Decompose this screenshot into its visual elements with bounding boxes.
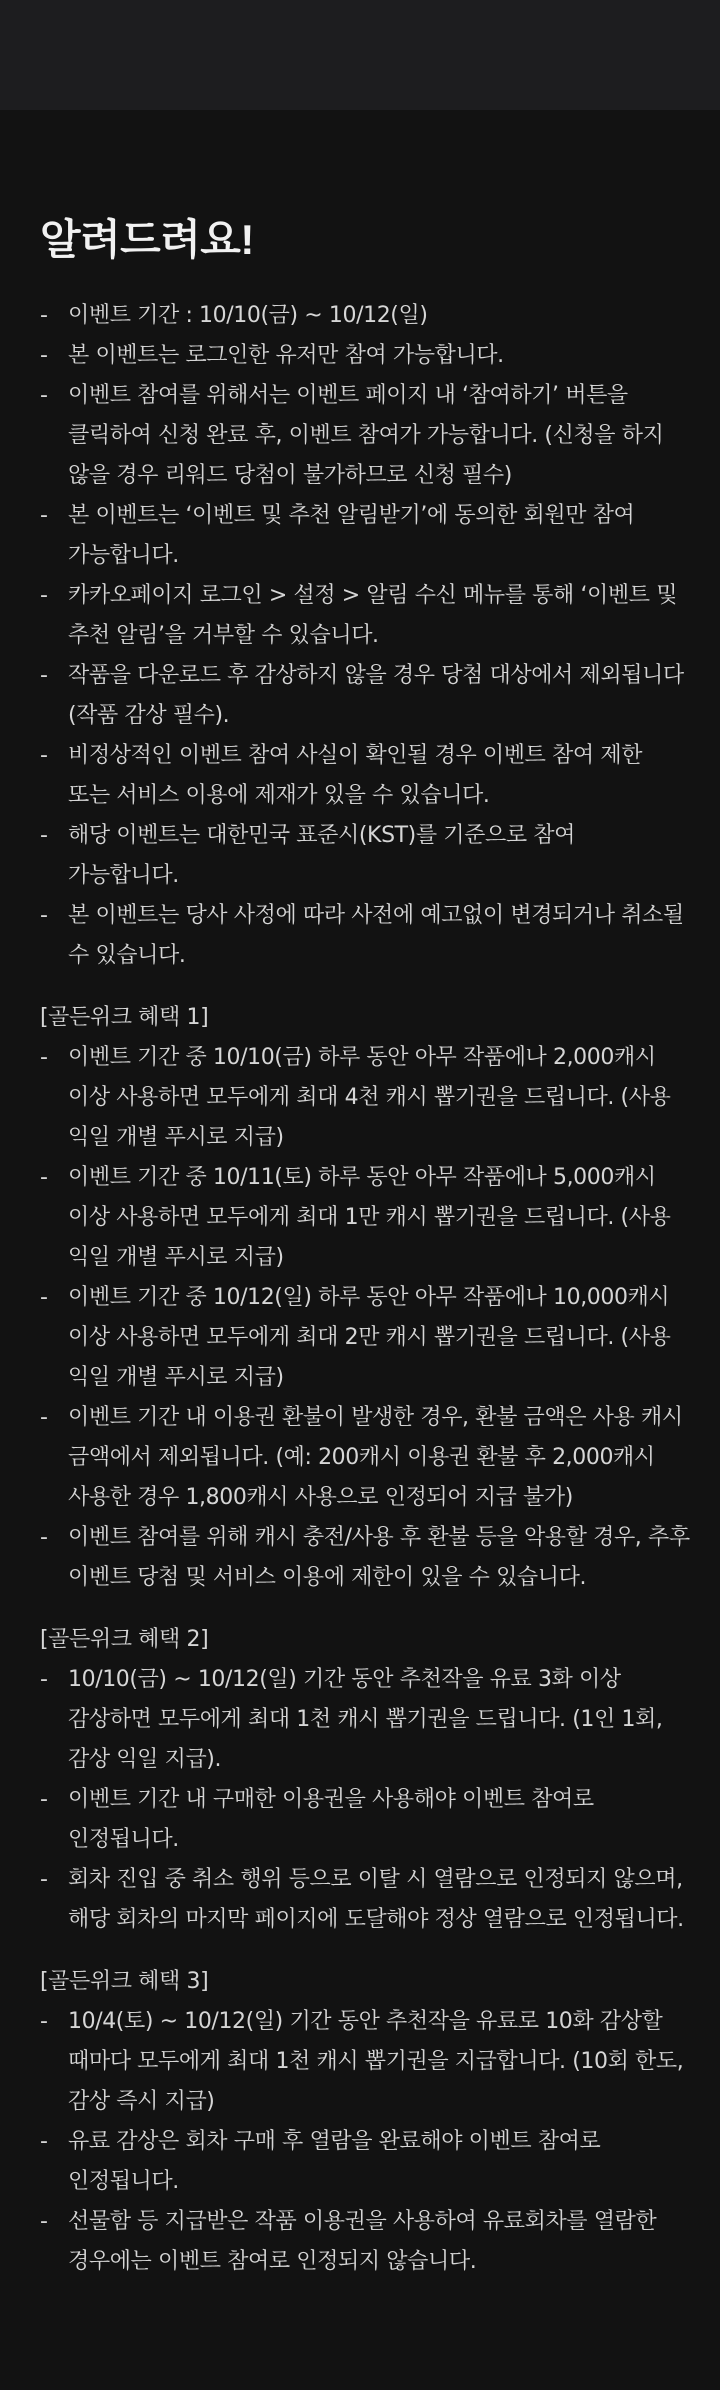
benefit-3-list	[40, 2002, 690, 2282]
list-item: - 이벤트 기간 내 구매한 이용권을 사용해야 이벤트 참여로 인정됩니다.	[40, 1787, 594, 1852]
notice-content	[40, 210, 690, 2282]
section-title-benefit-2: [골든위크 혜택 2]	[40, 1627, 209, 1652]
top-header-bar	[0, 0, 720, 110]
list-item: - 선물함 등 지급받은 작품 이용권을 사용하여 유료회차를 열람한 경우에는 이벤트 참여로 인정되지 않습니다.	[40, 2209, 657, 2274]
list-item: - 본 이벤트는 로그인한 유저만 참여 가능합니다.	[40, 343, 504, 368]
list-item: - 이벤트 기간 : 10/10(금) ~ 10/12(일)	[40, 303, 428, 328]
benefit-2-list	[40, 1660, 690, 1940]
list-item: - 이벤트 기간 중 10/11(토) 하루 동안 아무 작품에나 5,000캐시 이상 사용하면 모두에게 최대 1만 캐시 뽑기권을 드립니다. (사용 익일 개별 푸시로 지급)	[40, 1165, 671, 1270]
list-item: - 이벤트 참여를 위해 캐시 충전/사용 후 환불 등을 악용할 경우, 추후 이벤트 당첨 및 서비스 이용에 제한이 있을 수 있습니다.	[40, 1525, 690, 1590]
list-item: - 이벤트 기간 중 10/12(일) 하루 동안 아무 작품에나 10,000캐시 이상 사용하면 모두에게 최대 2만 캐시 뽑기권을 드립니다. (사용 익일 개별 푸시로 지급)	[40, 1285, 671, 1390]
general-notice-list	[40, 296, 690, 976]
section-title-benefit-3: [골든위크 혜택 3]	[40, 1969, 209, 1994]
list-item: - 본 이벤트는 ‘이벤트 및 추천 알림받기’에 동의한 회원만 참여 가능합니다.	[40, 503, 635, 568]
list-item: - 이벤트 기간 중 10/10(금) 하루 동안 아무 작품에나 2,000캐시 이상 사용하면 모두에게 최대 4천 캐시 뽑기권을 드립니다. (사용 익일 개별 푸시로 지급)	[40, 1045, 671, 1150]
list-item: - 비정상적인 이벤트 참여 사실이 확인될 경우 이벤트 참여 제한 또는 서비스 이용에 제재가 있을 수 있습니다.	[40, 743, 643, 808]
list-item: - 10/10(금) ~ 10/12(일) 기간 동안 추천작을 유료 3화 이상 감상하면 모두에게 최대 1천 캐시 뽑기권을 드립니다. (1인 1회, 감상 익일 지급).	[40, 1667, 663, 1772]
list-item: - 작품을 다운로드 후 감상하지 않을 경우 당첨 대상에서 제외됩니다 (작품 감상 필수).	[40, 663, 684, 728]
list-item: - 카카오페이지 로그인 > 설정 > 알림 수신 메뉴를 통해 ‘이벤트 및 추천 알림’을 거부할 수 있습니다.	[40, 583, 678, 648]
notice-heading: 알려드려요!	[40, 216, 254, 263]
list-item: - 이벤트 참여를 위해서는 이벤트 페이지 내 ‘참여하기’ 버튼을 클릭하여 신청 완료 후, 이벤트 참여가 가능합니다. (신청을 하지 않을 경우 리워드 당첨이 불가하므로 신청 필수)	[40, 383, 664, 488]
list-item: - 회차 진입 중 취소 행위 등으로 이탈 시 열람으로 인정되지 않으며, 해당 회차의 마지막 페이지에 도달해야 정상 열람으로 인정됩니다.	[40, 1867, 684, 1932]
section-title-benefit-1: [골든위크 혜택 1]	[40, 1005, 209, 1030]
list-item: - 유료 감상은 회차 구매 후 열람을 완료해야 이벤트 참여로 인정됩니다.	[40, 2129, 601, 2194]
list-item: - 10/4(토) ~ 10/12(일) 기간 동안 추천작을 유료로 10화 감상할 때마다 모두에게 최대 1천 캐시 뽑기권을 지급합니다. (10회 한도, 감상 즉시 지급)	[40, 2009, 684, 2114]
list-item: - 해당 이벤트는 대한민국 표준시(KST)를 기준으로 참여 가능합니다.	[40, 823, 576, 888]
list-item: - 이벤트 기간 내 이용권 환불이 발생한 경우, 환불 금액은 사용 캐시 금액에서 제외됩니다. (예: 200캐시 이용권 환불 후 2,000캐시 사용한 경우 1,800캐시 사용으로 인정되어 지급 불가)	[40, 1405, 683, 1510]
benefit-1-list	[40, 1038, 690, 1598]
list-item: - 본 이벤트는 당사 사정에 따라 사전에 예고없이 변경되거나 취소될 수 있습니다.	[40, 903, 684, 968]
